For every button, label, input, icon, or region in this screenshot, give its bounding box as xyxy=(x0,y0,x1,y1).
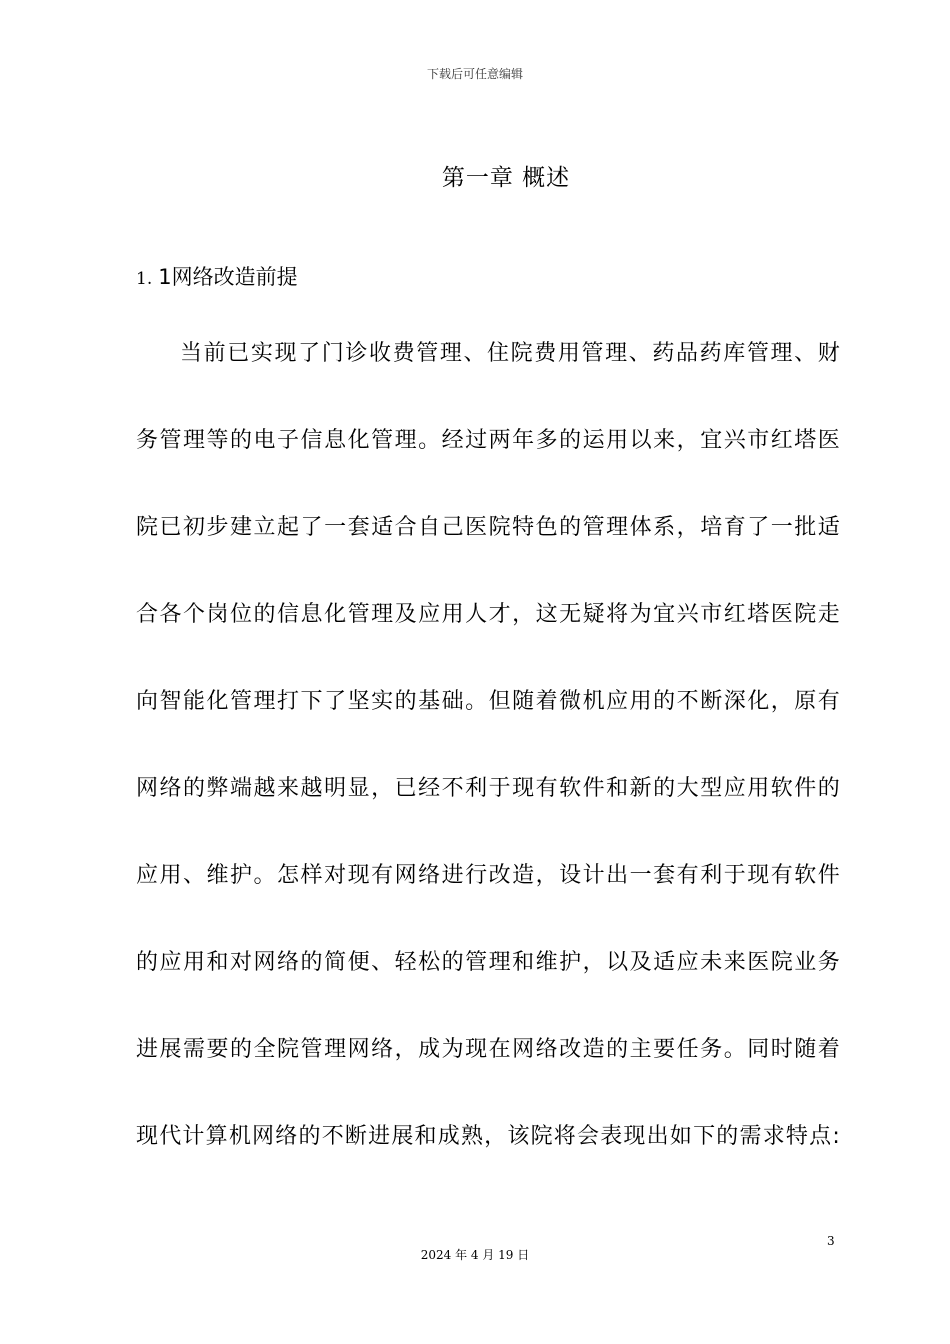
paragraph-line-7: 应用、维护。怎样对现有网络进行改造，设计出一套有利于现有软件 xyxy=(136,863,840,888)
footer-date: 2024 年 4 月 19 日 xyxy=(420,1248,530,1262)
paragraph-line-2: 务管理等的电子信息化管理。经过两年多的运用以来，宜兴市红塔医 xyxy=(136,428,840,453)
paragraph-line-5: 向智能化管理打下了坚实的基础。但随着微机应用的不断深化，原有 xyxy=(136,689,840,714)
header-note: 下载后可任意编辑 xyxy=(426,67,523,81)
section-title: 1网络改造前提 xyxy=(158,265,298,289)
page-number: 3 xyxy=(827,1234,835,1248)
paragraph-line-6: 网络的弊端越来越明显，已经不利于现有软件和新的大型应用软件的 xyxy=(136,776,840,801)
chapter-title: 第一章 概述 xyxy=(441,165,571,191)
body-paragraph xyxy=(136,310,840,1180)
paragraph-line-1: 当前已实现了门诊收费管理、住院费用管理、药品药库管理、财 xyxy=(180,341,840,366)
section-number: 1. xyxy=(136,269,153,289)
paragraph-line-8: 的应用和对网络的简便、轻松的管理和维护，以及适应未来医院业务 xyxy=(136,950,840,975)
paragraph-line-9: 进展需要的全院管理网络，成为现在网络改造的主要任务。同时随着 xyxy=(136,1037,840,1062)
section-heading xyxy=(136,262,298,294)
paragraph-line-4: 合各个岗位的信息化管理及应用人才，这无疑将为宜兴市红塔医院走 xyxy=(136,602,840,627)
paragraph-line-10: 现代计算机网络的不断进展和成熟，该院将会表现出如下的需求特点: xyxy=(136,1124,840,1149)
paragraph-line-3: 院已初步建立起了一套适合自己医院特色的管理体系，培育了一批适 xyxy=(136,515,840,540)
